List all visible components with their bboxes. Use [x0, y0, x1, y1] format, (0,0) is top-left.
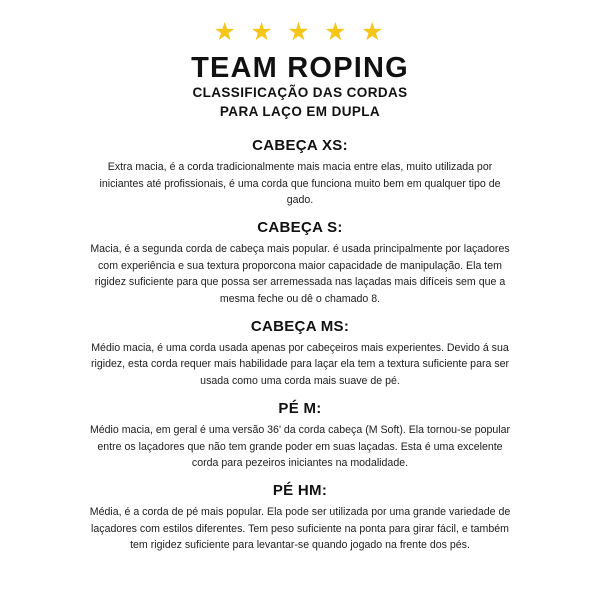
star-icon: ★	[250, 18, 276, 46]
section-title: CABEÇA MS:	[250, 318, 350, 336]
section-title: CABEÇA XS:	[252, 137, 348, 155]
star-rating	[78, 20, 522, 45]
page-subtitle-line1: CLASSIFICAÇÃO DAS CORDAS	[192, 85, 408, 101]
section-pe-m	[78, 400, 522, 471]
section-body: Média, é a corda de pé mais popular. Ela pode ser utilizada por uma grande variedade de laçadores com estilos diferentes. Tem peso suficiente na ponta para girar fácil, e também tem rigidez suficiente para levantar-se quando jogado na frente dos pés.	[89, 506, 511, 552]
star-icon: ★	[324, 18, 350, 46]
section-body: Extra macia, é a corda tradicionalmente mais macia entre elas, muito utilizada por iniciantes até profissionais, é uma corda que funciona muito bem em qualquer tipo de gado.	[99, 161, 501, 206]
page-subtitle-line2: PARA LAÇO EM DUPLA	[219, 104, 381, 120]
section-pe-hm	[78, 482, 522, 553]
star-icon: ★	[287, 18, 313, 46]
section-body: Médio macia, é uma corda usada apenas por cabeçeiros mais experientes. Devido á sua rigidez, esta corda requer mais habilidade para laçar ela tem a textura suficiente para ser usada como uma corda mais suave de pé.	[90, 342, 510, 387]
section-cabeca-ms	[78, 318, 522, 389]
section-cabeca-s	[78, 219, 522, 307]
section-body: Macia, é a segunda corda de cabeça mais popular. é usada principalmente por laçadores com experiência e sua textura proporcona maior capacidade de manipulação. Ela tem rigidez suficiente para que possa ser arremessada nas laçadas mais difíceis sem que a mesma feche ou dê o chamado 8.	[90, 243, 510, 305]
section-title: PÉ M:	[278, 400, 322, 418]
star-icon: ★	[213, 18, 239, 46]
page-title: TEAM ROPING	[191, 52, 409, 84]
star-icon: ★	[361, 18, 387, 46]
section-body: Médio macia, em geral é uma versão 36' da corda cabeça (M Soft). Ela tornou-se popular entre os laçadores que não tem grande poder em suas laçadas. Esta é uma excelente corda para pezeiros iniciantes na modalidade.	[89, 424, 511, 470]
section-title: PÉ HM:	[272, 482, 328, 500]
section-cabeca-xs	[78, 137, 522, 208]
section-title: CABEÇA S:	[257, 219, 343, 237]
